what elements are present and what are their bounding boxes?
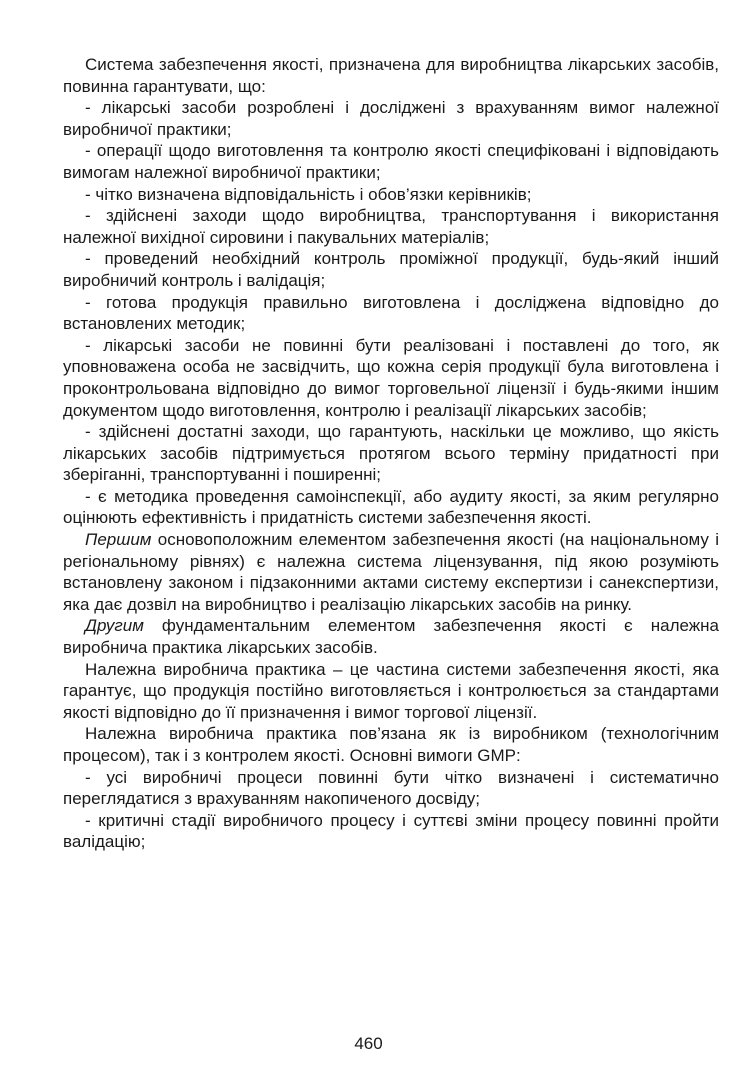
paragraph	[63, 767, 719, 810]
paragraph-text: - лікарські засоби не повинні бути реалізовані і поставлені до того, як уповноважена особа не засвідчить, що кожна серія продукції була виготовлена і проконтрольована відповідно до вимог торговельної ліцензії і будь-якими іншим документом щодо виготовлення, контролю і реалізації лікарських засобів;	[63, 335, 719, 420]
paragraph	[63, 292, 719, 335]
paragraph-text: - лікарські засоби розроблені і досліджені з врахуванням вимог належної виробничої практики;	[63, 98, 719, 139]
paragraph-text: - проведений необхідний контроль проміжної продукції, будь-який інший виробничий контроль і валідація;	[63, 249, 719, 290]
paragraph	[63, 97, 719, 140]
paragraph	[63, 421, 719, 486]
paragraph-text: - операції щодо виготовлення та контролю якості специфіковані і відповідають вимогам належної виробничої практики;	[63, 141, 719, 182]
emphasized-text: Першим	[85, 530, 152, 550]
body-text	[63, 54, 719, 853]
paragraph	[63, 810, 719, 853]
paragraph	[63, 184, 719, 206]
paragraph-text: Система забезпечення якості, призначена для виробництва лікарських засобів, повинна гарантувати, що:	[63, 55, 719, 96]
paragraph-text: Належна виробнича практика – це частина системи забезпечення якості, яка гарантує, що продукція постійно виготовляється і контролюється за стандартами якості відповідно до її призначення і вимог торгової ліцензії.	[63, 659, 719, 722]
paragraph-text: - є методика проведення самоінспекції, або аудиту якості, за яким регулярно оцінюють ефективність і придатність системи забезпечення якості.	[63, 486, 719, 528]
paragraph	[63, 248, 719, 291]
paragraph-text: Належна виробнича практика пов’язана як із виробником (технологічним процесом), так і з контролем якості. Основні вимоги GMP:	[63, 724, 719, 765]
paragraph	[63, 140, 719, 183]
paragraph-text: - чітко визначена відповідальність і обов’язки керівників;	[85, 184, 532, 204]
paragraph-text: - здійснені достатні заходи, що гарантують, наскільки це можливо, що якість лікарських засобів підтримується протягом всього терміну придатності при зберіганні, транспортуванні і поширенні;	[63, 422, 719, 485]
page-number: 460	[354, 1034, 383, 1053]
paragraph-text: - усі виробничі процеси повинні бути чітко визначені і систематично переглядатися з врахуванням накопиченого досвіду;	[63, 767, 719, 809]
paragraph	[63, 659, 719, 724]
paragraph	[63, 205, 719, 248]
emphasized-text: Другим	[85, 616, 144, 636]
paragraph-text: - готова продукція правильно виготовлена і досліджена відповідно до встановлених методик;	[63, 292, 719, 334]
paragraph-text: - критичні стадії виробничого процесу і суттєві зміни процесу повинні пройти валідацію;	[63, 810, 719, 852]
paragraph	[63, 615, 719, 658]
paragraph	[63, 335, 719, 421]
paragraph-text: - здійснені заходи щодо виробництва, транспортування і використання належної вихідної сировини і пакувальних матеріалів;	[63, 206, 719, 247]
paragraph	[63, 723, 719, 766]
paragraph-text: основоположним елементом забезпечення якості (на національному і регіональному рівнях) є належна система ліцензування, під якою розуміють встановлену законом і підзаконними актами систему експертизи і санекспертизи, яка дає дозвіл на виробництво і реалізацію лікарських засобів на ринку.	[63, 530, 719, 614]
paragraph	[63, 54, 719, 97]
paragraph	[63, 486, 719, 529]
paragraph	[63, 529, 719, 615]
paragraph-text: фундаментальним елементом забезпечення якості є належна виробнича практика лікарських засобів.	[63, 616, 719, 658]
